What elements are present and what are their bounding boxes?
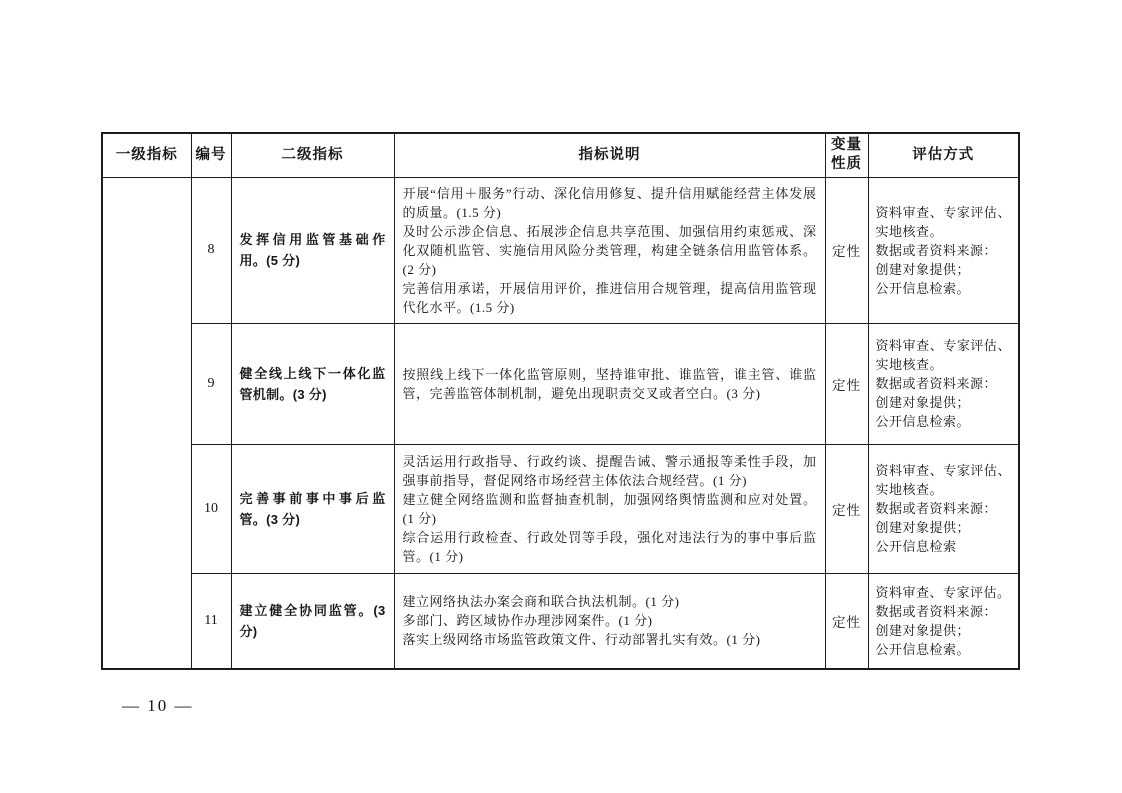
header-level1-indicator: 一级指标 xyxy=(102,133,191,177)
evaluation-table xyxy=(101,132,1020,670)
evaluation-line: 资料审查、专家评估、实地核查。 xyxy=(875,463,1011,497)
row-number: 9 xyxy=(191,323,231,444)
description-item: 多部门、跨区域协作办理涉网案件。(1 分) xyxy=(402,613,653,629)
evaluation-line: 公开信息检索。 xyxy=(875,641,971,657)
evaluation-line: 数据或者资料来源： xyxy=(875,376,998,391)
table-row xyxy=(102,573,1019,669)
variable-nature: 定性 xyxy=(825,444,868,573)
evaluation-line: 创建对象提供； xyxy=(875,622,971,638)
description-item: 建立健全网络监测和监督抽查机制，加强网络舆情监测和应对处置。(1 分) xyxy=(402,491,817,526)
evaluation-line: 数据或者资料来源： xyxy=(875,603,998,619)
evaluation-line: 数据或者资料来源： xyxy=(875,242,998,258)
variable-nature: 定性 xyxy=(825,323,868,444)
table-row xyxy=(102,323,1019,444)
row-number: 10 xyxy=(191,444,231,573)
table-row xyxy=(102,177,1019,323)
header-level2-indicator: 二级指标 xyxy=(231,133,394,177)
description-item: 开展“信用＋服务”行动、深化信用修复、提升信用赋能经营主体发展的质量。(1.5 分) xyxy=(402,185,817,220)
evaluation-line: 创建对象提供； xyxy=(875,395,971,410)
variable-nature: 定性 xyxy=(825,177,868,323)
indicator-description xyxy=(394,177,825,323)
header-evaluation-method: 评估方式 xyxy=(868,133,1019,177)
variable-nature: 定性 xyxy=(825,573,868,669)
evaluation-method xyxy=(868,573,1019,669)
secondary-indicator: 建立健全协同监管。(3 分) xyxy=(231,573,394,669)
description-item: 综合运用行政检查、行政处罚等手段，强化对违法行为的事中事后监管。(1 分) xyxy=(402,529,817,564)
row-number: 11 xyxy=(191,573,231,669)
header-description: 指标说明 xyxy=(394,133,825,177)
secondary-indicator: 完善事前事中事后监管。(3 分) xyxy=(231,444,394,573)
header-id: 编号 xyxy=(191,133,231,177)
evaluation-line: 资料审查、专家评估、实地核查。 xyxy=(875,338,1011,372)
indicator-description xyxy=(394,573,825,669)
evaluation-line: 资料审查、专家评估。 xyxy=(875,584,1011,600)
evaluation-line: 数据或者资料来源： xyxy=(875,501,998,516)
secondary-indicator: 发挥信用监管基础作用。(5 分) xyxy=(231,177,394,323)
evaluation-line: 公开信息检索。 xyxy=(875,280,971,296)
evaluation-method xyxy=(868,323,1019,444)
indicator-description xyxy=(394,323,825,444)
header-variable-nature: 变量性质 xyxy=(825,133,868,177)
evaluation-line: 公开信息检索。 xyxy=(875,414,971,429)
evaluation-line: 公开信息检索 xyxy=(875,539,957,554)
secondary-indicator: 健全线上线下一体化监管机制。(3 分) xyxy=(231,323,394,444)
description-item: 建立网络执法办案会商和联合执法机制。(1 分) xyxy=(402,594,680,610)
description-item: 按照线上线下一体化监管原则，坚持谁审批、谁监管，谁主管、谁监管，完善监管体制机制，避免出现职责交叉或者空白。(3 分) xyxy=(402,366,817,401)
description-item: 落实上级网络市场监管政策文件、行动部署扎实有效。(1 分) xyxy=(402,632,761,648)
table-header-row xyxy=(102,133,1019,177)
primary-indicator-cell xyxy=(102,177,191,669)
description-item: 灵活运用行政指导、行政约谈、提醒告诫、警示通报等柔性手段，加强事前指导，督促网络市场经营主体依法合规经营。(1 分) xyxy=(402,453,817,488)
page-number: — 10 — xyxy=(122,696,194,715)
row-number: 8 xyxy=(191,177,231,323)
table-row xyxy=(102,444,1019,573)
evaluation-line: 创建对象提供； xyxy=(875,261,971,277)
evaluation-method xyxy=(868,177,1019,323)
evaluation-line: 资料审查、专家评估、实地核查。 xyxy=(875,204,1011,239)
description-item: 及时公示涉企信息、拓展涉企信息共享范围、加强信用约束惩戒、深化双随机监管、实施信用风险分类管理，构建全链条信用监管体系。(2 分) xyxy=(402,223,817,277)
evaluation-line: 创建对象提供； xyxy=(875,520,971,535)
indicator-description xyxy=(394,444,825,573)
description-item: 完善信用承诺，开展信用评价，推进信用合规管理，提高信用监管现代化水平。(1.5 分) xyxy=(402,280,817,315)
evaluation-method xyxy=(868,444,1019,573)
